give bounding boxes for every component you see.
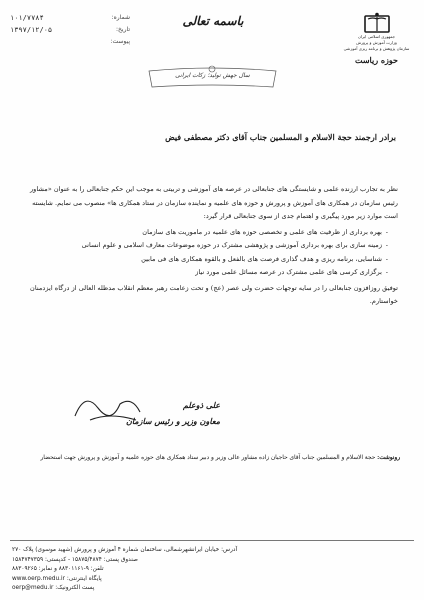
closing-paragraph: توفیق روزافزون جنابعالی را در سایه توجهات حضرت ولی عصر (عج) و تحت زعامت رهبر معظم انقلاب مدظله العالی از درگاه ایزدمنان خواستارم. [30,283,398,305]
office-name: حوزه ریاست [354,55,398,65]
cc-label: رونوشت: [377,455,400,461]
logo-line-3: سازمان پژوهش و برنامه ریزی آموزشی [343,46,410,51]
footer-divider [10,540,414,541]
signature-block [70,400,220,426]
carbon-copy [24,453,400,463]
footer-web-row [12,575,412,585]
letter-footer [12,546,412,594]
year-slogan-stamp [145,65,280,91]
recipient-line: برادر ارجمند حجة الاسلام و المسلمین جناب آقای دکتر مصطفی فیض [165,132,396,142]
meta-number-value: ۱۰۱/۷۷۸۴ [10,14,44,22]
signer-name: علی ذوعلم [182,400,220,410]
logo-line-1: جمهوری اسلامی ایران [357,34,396,39]
letter-metadata [10,12,130,48]
footer-email-row [12,584,412,594]
intro-paragraph: نظر به تجارب ارزنده علمی و شایستگی های جنابعالی در عرصه های آموزشی و تربیتی به موجب این حکم جنابعالی را به عنوان «مشاور رئیس سازمان در همکاری های آموزش و پرورش و حوزه های علمیه و نماینده سازمان در ستاد همکاری ها» منصوب می نمایم. شایسته است موارد زیر مورد پیگیری و اهتمام جدی از سوی جنابعالی قرار گیرد: [29,185,398,220]
meta-number-label: شماره: [111,14,130,21]
footer-web-label: پایگاه اینترنتی: [66,575,102,582]
duty-item: - بهره برداری از ظرفیت های علمی و تخصصی حوزه های علمیه در ماموریت های سازمان [26,226,388,240]
signer-title: معاون وزیر و رئیس سازمان [126,416,220,426]
letter-body [26,183,398,309]
footer-po-box: صندوق پستی: ۱۵۸۷۵/۴۸۷۴ - کدپستی: ۱۵۸۴۷۴۷۳۵۹ [12,556,138,563]
meta-date-label: تاریخ: [116,26,130,33]
duties-list [26,226,398,280]
duty-item: - برگزاری کرسی های علمی مشترک در عرصه مسائل علمی مورد نیاز [26,266,388,280]
emblem-icon [364,12,390,34]
footer-phone: تلفن: ۹-۸۸۳۰۱۱۶۱ و نمابر: ۸۸۳۰۹۲۶۵ [12,566,104,572]
cc-text: حجة الاسلام و المسلمین جناب آقای حاجیان زاده مشاور عالی وزیر و دبیر ستاد همکاری های حوزه علمیه و آموزش و پرورش جهت استحضار [40,455,376,461]
basmala-heading: باسمه تعالی [182,14,244,28]
ministry-logo-block [339,12,414,65]
footer-email-label: پست الکترونیک: [55,585,95,591]
meta-attachment-label: پیوست: [110,38,130,45]
logo-line-2: وزارت آموزش و پرورش [356,40,397,45]
meta-date-value: ۱۳۹۷/۱۲/۰۵ [10,26,53,34]
meta-date-row [10,24,130,36]
duty-item: - زمینه سازی برای بهره برداری آموزشی و پژوهشی مشترک در حوزه موضوعات معارف اسلامی و علوم انسانی [26,239,388,253]
meta-number-row [10,12,130,24]
duty-item: - شناسایی، برنامه ریزی و هدف گذاری فرصت های بالفعل و بالقوه همکاری های فی مابین [26,253,388,267]
footer-web[interactable]: www.oerp.medu.ir [12,575,65,582]
meta-attachment-row [10,36,130,48]
footer-address: آدرس: خیابان ایرانشهرشمالی، ساختمان شماره ۴ آموزش و پرورش (شهید موسوی) پلاک ۲۷۰ [12,547,238,553]
year-slogan-text: سال جهش تولید؛ زکات ایرانی [175,72,250,79]
footer-email[interactable]: oerp@medu.ir [12,585,54,591]
